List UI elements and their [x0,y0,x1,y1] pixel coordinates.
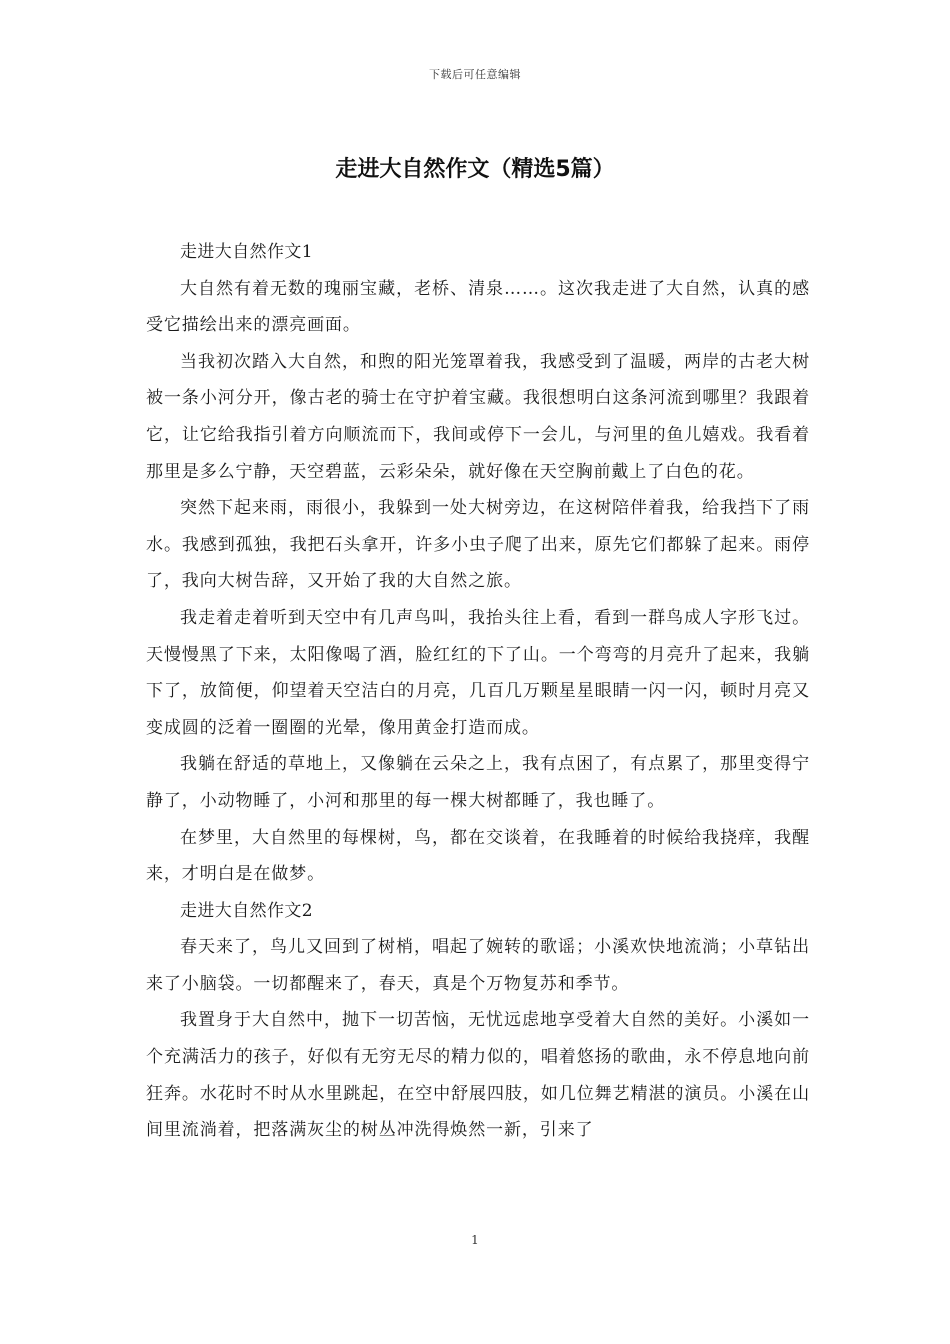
paragraph: 突然下起来雨，雨很小，我躲到一处大树旁边，在这树陪伴着我，给我挡下了雨水。我感到孤独，我把石头拿开，许多小虫子爬了出来，原先它们都躲了起来。雨停了，我向大树告辞，又开始了我的大自然之旅。 [146,498,810,592]
paragraph: 我躺在舒适的草地上，又像躺在云朵之上，我有点困了，有点累了，那里变得宁静了，小动物睡了，小河和那里的每一棵大树都睡了，我也睡了。 [146,754,810,811]
section-heading-1: 走进大自然作文1 [180,242,314,262]
document-title: 走进大自然作文（精选5篇） [335,157,615,182]
paragraph: 我置身于大自然中，抛下一切苦恼，无忧远虑地享受着大自然的美好。小溪如一个充满活力的孩子，好似有无穷无尽的精力似的，唱着悠扬的歌曲，永不停息地向前狂奔。水花时不时从水里跳起，在空中舒展四肢，如几位舞艺精湛的演员。小溪在山间里流淌着，把落满灰尘的树丛冲洗得焕然一新，引来了 [146,1010,810,1141]
page-number: 1 [471,1233,479,1247]
paragraph: 在梦里，大自然里的每棵树，鸟，都在交谈着，在我睡着的时候给我挠痒，我醒来，才明白是在做梦。 [146,827,810,885]
section-heading-2: 走进大自然作文2 [180,900,314,921]
paragraph: 大自然有着无数的瑰丽宝藏，老桥、清泉……。这次我走进了大自然，认真的感受它描绘出来的漂亮画面。 [146,278,810,336]
document-body [146,234,810,1149]
header-note: 下载后可任意编辑 [429,68,521,81]
paragraph: 我走着走着听到天空中有几声鸟叫，我抬头往上看，看到一群鸟成人字形飞过。天慢慢黑了下来，太阳像喝了酒，脸红红的下了山。一个弯弯的月亮升了起来，我躺下了，放简便，仰望着天空洁白的月亮，几百几万颗星星眼睛一闪一闪，顿时月亮又变成圆的泛着一圈圈的光晕，像用黄金打造而成。 [146,607,810,738]
paragraph: 春天来了，鸟儿又回到了树梢，唱起了婉转的歌谣；小溪欢快地流淌；小草钻出来了小脑袋。一切都醒来了，春天，真是个万物复苏和季节。 [146,937,810,994]
paragraph: 当我初次踏入大自然，和煦的阳光笼罩着我，我感受到了温暖，两岸的古老大树被一条小河分开，像古老的骑士在守护着宝藏。我很想明白这条河流到哪里？我跟着它，让它给我指引着方向顺流而下，我间或停下一会儿，与河里的鱼儿嬉戏。我看着那里是多么宁静，天空碧蓝，云彩朵朵，就好像在天空胸前戴上了白色的花。 [146,351,810,482]
